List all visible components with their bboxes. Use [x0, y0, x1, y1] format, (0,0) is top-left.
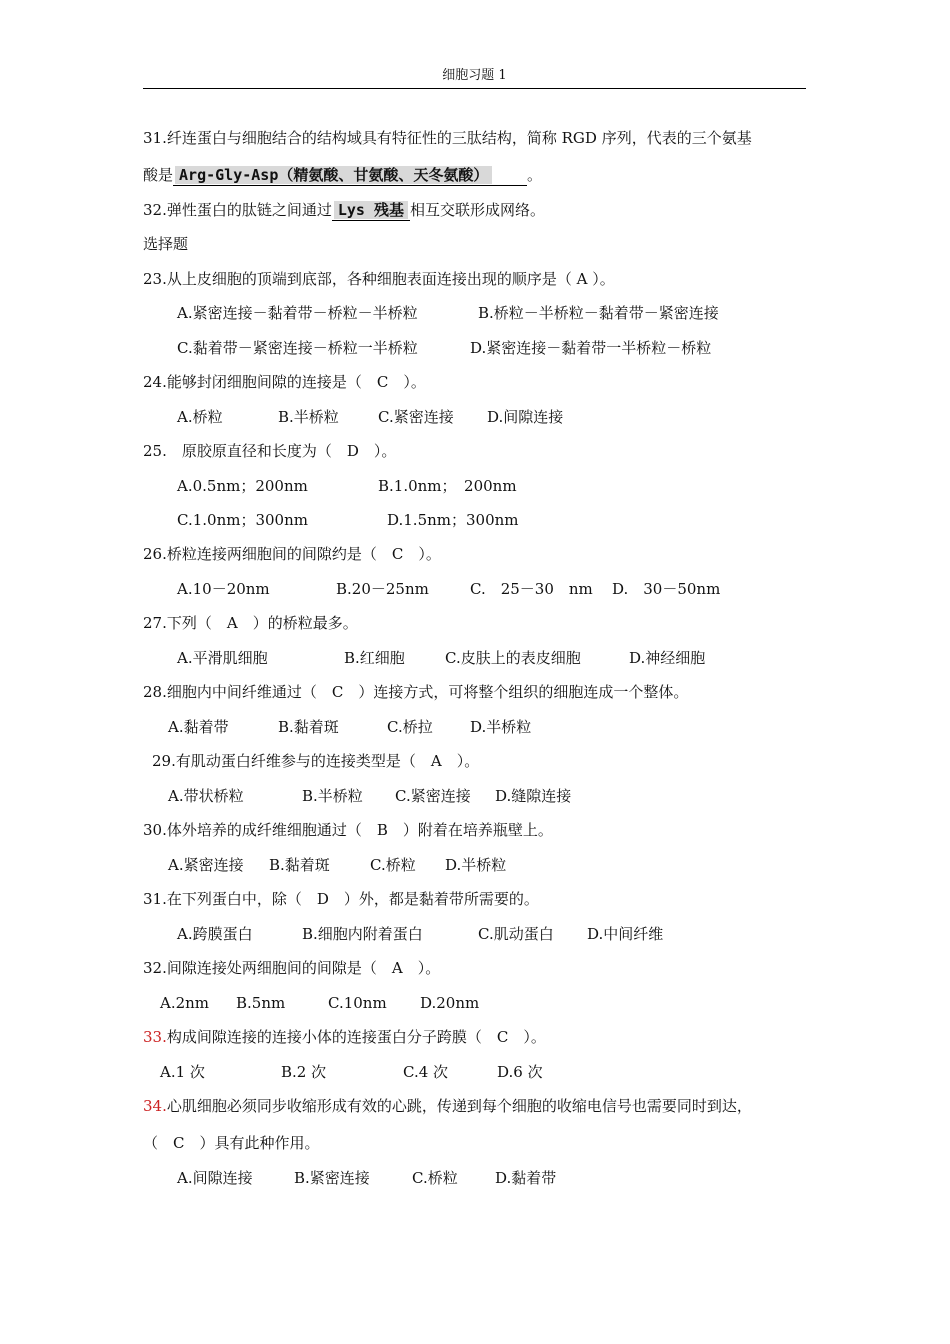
q30-option-d: D.半桥粒: [445, 856, 507, 874]
q33-option-c: C.4 次: [403, 1063, 449, 1081]
q23-option-c: C.黏着带－紧密连接－桥粒一半桥粒: [177, 339, 418, 357]
q29-option-d: D.缝隙连接: [495, 787, 572, 805]
fill-question-32-prefix: 32.弹性蛋白的肽链之间通过: [143, 201, 332, 219]
q30-option-c: C.桥粒: [370, 856, 416, 874]
answer-blank-31: [173, 165, 527, 186]
question-33-text: 构成间隙连接的连接小体的连接蛋白分子跨膜（ C ）。: [166, 1028, 546, 1046]
q34-option-b: B.紧密连接: [294, 1169, 370, 1187]
q25-option-b: B.1.0nm； 200nm: [378, 477, 517, 495]
fill-question-31-suffix: 。: [527, 166, 543, 184]
q29-option-c: C.紧密连接: [395, 787, 471, 805]
q23-option-d: D.紧密连接－黏着带一半桥粒－桥粒: [470, 339, 712, 357]
q32-option-d: D.20nm: [420, 994, 480, 1012]
q33-option-d: D.6 次: [497, 1063, 543, 1081]
q24-option-d: D.间隙连接: [487, 408, 564, 426]
fill-question-32: [143, 200, 545, 221]
q33-option-b: B.2 次: [281, 1063, 327, 1081]
question-27: 27.下列（ A ）的桥粒最多。: [143, 614, 358, 632]
q23-option-a: A.紧密连接－黏着带－桥粒－半桥粒: [177, 304, 418, 322]
q25-option-a: A.0.5nm；200nm: [177, 477, 308, 495]
q24-option-b: B.半桥粒: [278, 408, 339, 426]
fill-question-31-prefix: 酸是: [143, 166, 174, 184]
q28-option-a: A.黏着带: [168, 718, 229, 736]
question-34-text: 心肌细胞必须同步收缩形成有效的心跳，传递到每个细胞的收缩电信号也需要同时到达，: [166, 1097, 752, 1115]
q29-option-a: A.带状桥粒: [168, 787, 244, 805]
question-30: 30.体外培养的成纤维细胞通过（ B ）附着在培养瓶壁上。: [143, 821, 553, 839]
q27-option-a: A.平滑肌细胞: [177, 649, 268, 667]
question-33: [143, 1027, 546, 1047]
q27-option-d: D.神经细胞: [629, 649, 706, 667]
q24-option-c: C.紧密连接: [378, 408, 454, 426]
fill-question-32-suffix: 相互交联形成网络。: [409, 201, 545, 219]
question-32: 32.间隙连接处两细胞间的间隙是（ A ）。: [143, 959, 441, 977]
q30-option-a: A.紧密连接: [168, 856, 244, 874]
q25-option-d: D.1.5nm；300nm: [387, 511, 519, 529]
fill-question-31: 31.纤连蛋白与细胞结合的结构域具有特征性的三肽结构，简称 RGD 序列，代表的三个氨基: [143, 129, 752, 147]
q26-option-c: C. 25－30 nm: [470, 580, 593, 598]
q28-option-d: D.半桥粒: [470, 718, 532, 736]
question-25: 25. 原胶原直径和长度为（ D ）。: [143, 442, 397, 460]
q23-option-b: B.桥粒－半桥粒－黏着带－紧密连接: [478, 304, 719, 322]
q28-option-b: B.黏着斑: [278, 718, 339, 736]
q25-option-c: C.1.0nm；300nm: [177, 511, 308, 529]
question-33-number: 33.: [143, 1028, 167, 1046]
question-29: 29.有肌动蛋白纤维参与的连接类型是（ A ）。: [152, 752, 480, 770]
q30-option-b: B.黏着斑: [269, 856, 330, 874]
q34-option-d: D.黏着带: [495, 1169, 557, 1187]
question-34-line2: （ C ）具有此种作用。: [143, 1134, 320, 1152]
question-31: 31.在下列蛋白中，除（ D ）外，都是黏着带所需要的。: [143, 890, 539, 908]
question-34: [143, 1096, 752, 1116]
q26-option-d: D. 30－50nm: [612, 580, 721, 598]
page-header: 细胞习题 1: [143, 66, 806, 89]
q31-option-b: B.细胞内附着蛋白: [302, 925, 423, 943]
q31-option-a: A.跨膜蛋白: [177, 925, 253, 943]
question-23: 23.从上皮细胞的顶端到底部，各种细胞表面连接出现的顺序是（ A ）。: [143, 270, 615, 288]
q34-option-c: C.桥粒: [412, 1169, 458, 1187]
q32-option-b: B.5nm: [236, 994, 286, 1012]
q26-option-a: A.10－20nm: [177, 580, 270, 598]
q31-option-c: C.肌动蛋白: [478, 925, 554, 943]
question-24: 24.能够封闭细胞间隙的连接是（ C ）。: [143, 373, 426, 391]
q33-option-a: A.1 次: [160, 1063, 205, 1081]
q26-option-b: B.20－25nm: [336, 580, 429, 598]
section-title: 选择题: [143, 235, 189, 253]
question-28: 28.细胞内中间纤维通过（ C ）连接方式，可将整个组织的细胞连成一个整体。: [143, 683, 689, 701]
fill-question-31-line2: [143, 165, 542, 186]
answer-text-32: Lys 残基: [334, 201, 408, 219]
q28-option-c: C.桥拉: [387, 718, 433, 736]
question-34-number: 34.: [143, 1097, 167, 1115]
q34-option-a: A.间隙连接: [177, 1169, 253, 1187]
answer-text-31: Arg-Gly-Asp（精氨酸、甘氨酸、天冬氨酸）: [175, 166, 492, 184]
q32-option-a: A.2nm: [160, 994, 210, 1012]
q27-option-c: C.皮肤上的表皮细胞: [445, 649, 581, 667]
q31-option-d: D.中间纤维: [587, 925, 664, 943]
answer-blank-32: [332, 200, 410, 221]
question-26: 26.桥粒连接两细胞间的间隙约是（ C ）。: [143, 545, 441, 563]
q24-option-a: A.桥粒: [177, 408, 223, 426]
q27-option-b: B.红细胞: [344, 649, 405, 667]
q29-option-b: B.半桥粒: [302, 787, 363, 805]
q32-option-c: C.10nm: [328, 994, 387, 1012]
